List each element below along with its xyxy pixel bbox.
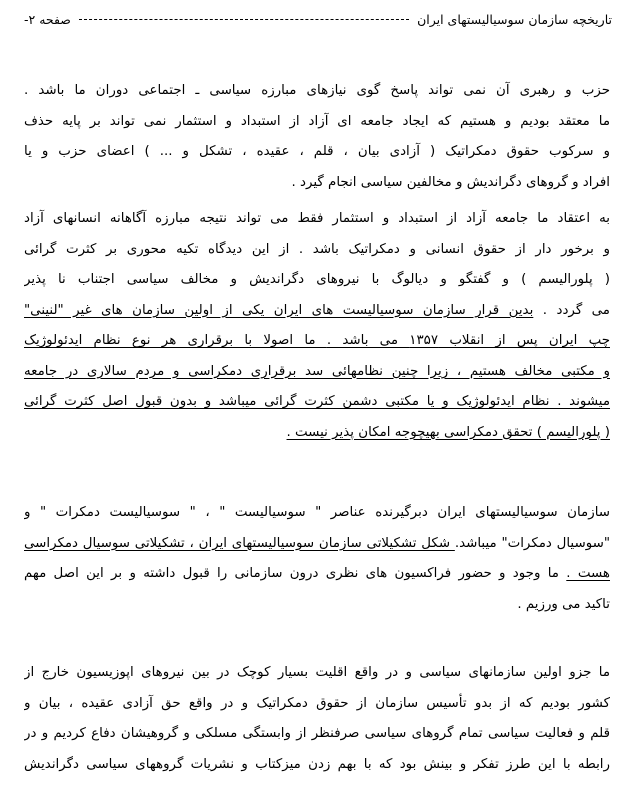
underlined-text: شکل تشکیلاتی سازمان سوسیالیستهای ایران ، تشکیلاتی سوسیال دمکراسی xyxy=(24,535,455,551)
text-line: و سرکوب حقوق دمکراتیک ( آزادی بیان ، قلم ، عقیده ، تشکل و ... ) اعضای حزب و یا xyxy=(24,144,610,159)
text-line: ما جزو اولین سازمانهای سیاسی و در واقع اقلیت بسیار کوچک در بین نیروهای اپوزیسیون خارج از xyxy=(24,665,610,680)
underlined-text: بدین قرار سازمان سوسیالیست های ایران یکی از اولین سازمان های غیر "لنینی" xyxy=(24,302,534,318)
text-line: ما معتقد بودیم و هستیم که ایجاد جامعه ای آزاد از استبداد و استثمار نمی تواند بر پایه حذف xyxy=(24,113,610,129)
text-line: "سوسیال دمکرات" میباشد. شکل تشکیلاتی سازمان سوسیالیستهای ایران ، تشکیلاتی سوسیال دمکراسی xyxy=(24,535,610,551)
text-line: قلم و فعالیت سیاسی تمام گروهای سیاسی صرفنظر از وابستگی مسلکی و گروهیشان دفاع کردیم و در xyxy=(24,726,610,741)
text-line: و مکتبی مخالف هستیم ، زیرا چنین نظامهائی سد برقراری دمکراسی و مردم سالاری در جامعه xyxy=(24,363,610,379)
text-line: تاکید می ورزیم . xyxy=(517,596,610,612)
text-line: رابطه با این طرز تفکر و بینش بود که با بهم زدن میزکتاب و نشریات گروههای سیاسی دگراندیش xyxy=(24,756,610,772)
text-line: حزب و رهبری آن نمی تواند پاسخ گوی نیازهای مبارزه سیاسی ـ اجتماعی دوران ما باشد . xyxy=(24,83,610,98)
paragraph-4 xyxy=(24,658,610,780)
underlined-text: ما اصولا با برقراری هر نوع نظام ایدئولوژیک xyxy=(24,333,327,348)
underlined-text: چپ ایران پس از انقلاب ۱۳۵۷ می باشد . xyxy=(326,333,610,348)
text-line: ( پلورالیسم ) تحقق دمکراسی بهیچوجه امکان پذیر نیست . xyxy=(286,424,610,440)
text-line: کشور بودیم که از بدو تأسیس سازمان از حقوق دمکراتیک و در واقع حق آزادی عقیده ، بیان و xyxy=(24,695,610,711)
page-header xyxy=(24,8,612,30)
text-line: می گردد . بدین قرار سازمان سوسیالیست های ایران یکی از اولین سازمان های غیر "لنینی" xyxy=(24,302,610,318)
paragraph-2 xyxy=(24,204,610,448)
text-line: هست . ما وجود و حضور فراکسیون های نظری درون سازمانی را قبول داشته و بر این اصل مهم xyxy=(24,566,610,581)
text-line xyxy=(24,326,610,357)
page-number: صفحه ۲- xyxy=(24,11,71,27)
text-line: افراد و گروهای دگراندیش و مخالفین سیاسی انجام گیرد . xyxy=(291,174,610,190)
text-line: سازمان سوسیالیستهای ایران دبرگیرنده عناصر " سوسیالیست " ، " سوسیالیست دمکرات " و xyxy=(24,505,610,520)
header-dashed-rule xyxy=(79,19,409,20)
underlined-text: هست . xyxy=(566,566,610,581)
document-title: تاریخچه سازمان سوسیالیستهای ایران xyxy=(417,11,612,27)
text-line: و برخور دار از حقوق انسانی و دمکراتیک باشد . از این دیدگاه تکیه محوری بر کثرت گرائی xyxy=(24,241,610,257)
text-line: ( پلورالیسم ) و گفتگو و دیالوگ با نیروهای دگراندیش و مخالف سیاسی اجتناب نا پذیر xyxy=(24,272,610,287)
paragraph-1 xyxy=(24,76,610,198)
text-line: میشوند . نظام ایدئولوژیک و یا مکتبی دشمن کثرت گرائی میباشد و بدون قبول اصل کثرت گرائی xyxy=(24,394,610,409)
text-line: به اعتقاد ما جامعه آزاد از استبداد و استثمار فقط می تواند نتیجه مبارزه آگاهانه انسانهای آزاد xyxy=(24,211,610,226)
paragraph-3 xyxy=(24,498,610,620)
